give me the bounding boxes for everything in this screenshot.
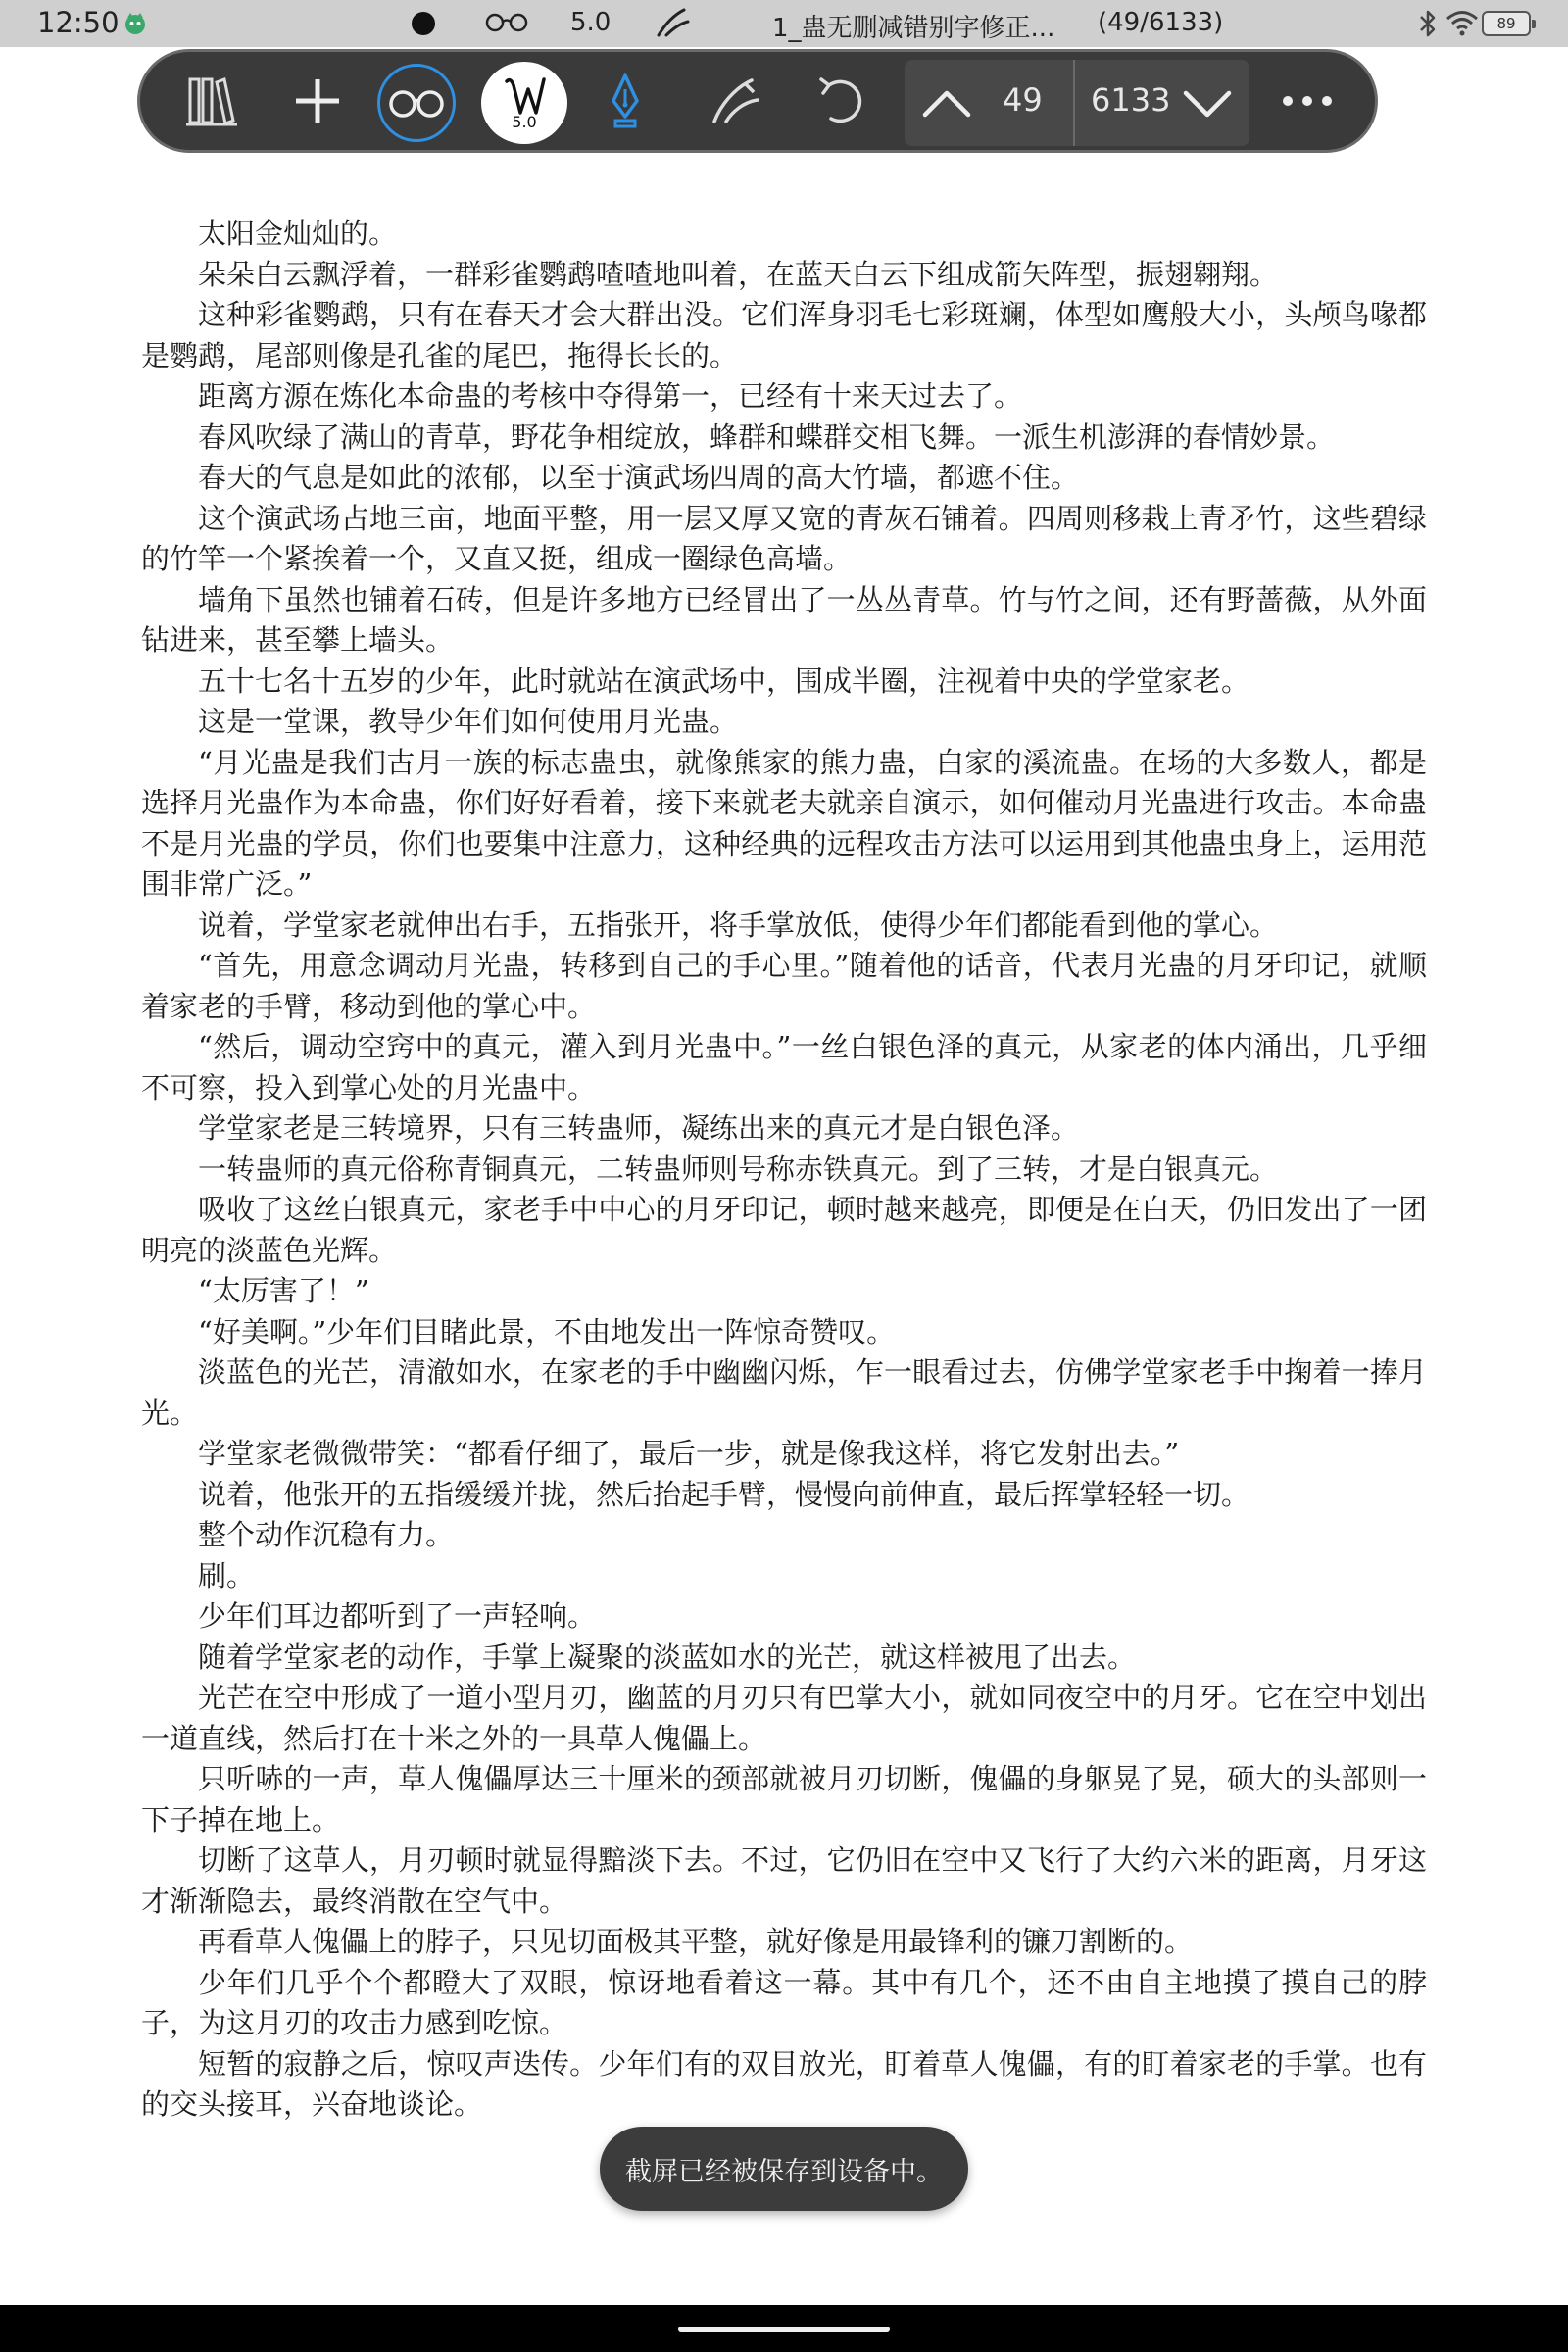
status-bar: [0, 0, 1568, 47]
paragraph: 少年们几乎个个都瞪大了双眼，惊讶地看着这一幕。其中有几个，还不由自主地摸了摸自己的脖子，为这月刃的攻击力感到吃惊。: [141, 1965, 1427, 2039]
pen-scribble-icon: [655, 6, 692, 41]
fountain-pen-icon: [604, 72, 647, 130]
status-time: 12:50: [37, 6, 120, 39]
screenshot-saved-toast: 截屏已经被保存到设备中。: [600, 2127, 968, 2211]
paragraph: 吸收了这丝白银真元，家老手中中心的月牙印记，顿时越来越亮，即便是在白天，仍旧发出了一团明亮的淡蓝色光辉。: [141, 1193, 1427, 1267]
paragraph: 短暂的寂静之后，惊叹声迭传。少年们有的双目放光，盯着草人傀儡，有的盯着家老的手掌。也有的交头接耳，兴奋地谈论。: [141, 2046, 1427, 2121]
paragraph: 这是一堂课，教导少年们如何使用月光蛊。: [198, 705, 739, 738]
paragraph: “好美啊。”少年们目睹此景，不由地发出一阵惊奇赞叹。: [198, 1314, 896, 1348]
paragraph: 整个动作沉稳有力。: [198, 1518, 455, 1551]
current-page-number[interactable]: 49: [1003, 81, 1043, 119]
paragraph: 一转蛊师的真元俗称青铜真元，二转蛊师则号称赤铁真元。到了三转，才是白银真元。: [198, 1152, 1279, 1186]
home-gesture-handle[interactable]: [678, 2327, 890, 2332]
navigation-bar: [0, 2305, 1568, 2352]
paragraph: 朵朵白云飘浮着，一群彩雀鹦鹉喳喳地叫着，在蓝天白云下组成箭矢阵型，振翅翱翔。: [198, 257, 1279, 291]
library-button[interactable]: [168, 52, 256, 150]
notification-app-icon: [122, 10, 149, 37]
line-spacing-value: 5.0: [570, 8, 612, 37]
paragraph: 随着学堂家老的动作，手掌上凝聚的淡蓝如水的光芒，就这样被甩了出去。: [198, 1640, 1137, 1674]
paragraph: 说着，学堂家老就伸出右手，五指张开，将手掌放低，使得少年们都能看到他的掌心。: [198, 907, 1279, 942]
font-weight-value: 5.0: [512, 113, 537, 131]
page-navigator: [905, 60, 1250, 146]
add-button[interactable]: [273, 52, 362, 150]
paragraph: 学堂家老是三转境界，只有三转蛊师，凝练出来的真元才是白银色泽。: [198, 1111, 1080, 1145]
glasses-icon: [484, 10, 529, 35]
reading-mode-button[interactable]: [377, 64, 456, 142]
paragraph: “首先，用意念调动月光蛊，转移到自己的手心里。”随着他的话音，代表月光蛊的月牙印记，就顺着家老的手臂，移动到他的掌心中。: [141, 949, 1427, 1023]
font-w-icon: [481, 62, 567, 144]
book-text[interactable]: [141, 214, 1427, 2126]
paragraph: 说着，他张开的五指缓缓并拢，然后抬起手臂，慢慢向前伸直，最后挥掌轻轻一切。: [198, 1477, 1250, 1511]
chevron-up-icon: [919, 83, 974, 122]
paragraph: 只听哧的一声，草人傀儡厚达三十厘米的颈部就被月刃切断，傀儡的身躯晃了晃，硕大的头部则一下子掉在地上。: [141, 1762, 1427, 1837]
page-divider: [1073, 60, 1075, 146]
total-pages-number: 6133: [1091, 81, 1171, 119]
paragraph: 春天的气息是如此的浓郁，以至于演武场四周的高大竹墙，都遮不住。: [198, 461, 1080, 494]
paragraph: 距离方源在炼化本命蛊的考核中夺得第一，已经有十来天过去了。: [198, 379, 1023, 413]
previous-page-button[interactable]: [914, 54, 979, 152]
paragraph: 学堂家老微微带笑：“都看仔细了，最后一步，就是像我这样，将它发射出去。”: [198, 1437, 1180, 1470]
more-options-button[interactable]: [1263, 52, 1351, 150]
paragraph: 再看草人傀儡上的脖子，只见切面极其平整，就好像是用最锋利的镰刀割断的。: [198, 1925, 1194, 1958]
record-dot-icon: [412, 12, 435, 35]
paragraph: “太厉害了！”: [198, 1274, 369, 1307]
undo-button[interactable]: [797, 52, 885, 150]
scribble-button[interactable]: [691, 52, 779, 150]
glasses-icon: [380, 67, 453, 139]
paragraph: 墙角下虽然也铺着石砖，但是许多地方已经冒出了一丛丛青草。竹与竹之间，还有野蔷薇，从外面钻进来，甚至攀上墙头。: [141, 582, 1427, 657]
bluetooth-icon: [1417, 8, 1439, 39]
paragraph: 这种彩雀鹦鹉，只有在春天才会大群出没。它们浑身羽毛七彩斑斓，体型如鹰般大小，头颅鸟喙都是鹦鹉，尾部则像是孔雀的尾巴，拖得长长的。: [141, 298, 1427, 372]
pen-tool-button[interactable]: [581, 52, 669, 150]
document-title: 1_蛊无删减错别字修正...: [772, 14, 1055, 43]
font-weight-button[interactable]: [481, 62, 567, 144]
battery-icon: 89: [1482, 11, 1531, 36]
paragraph: 春风吹绿了满山的青草，野花争相绽放，蜂群和蝶群交相飞舞。一派生机澎湃的春情妙景。: [198, 419, 1336, 454]
paragraph: 五十七名十五岁的少年，此时就站在演武场中，围成半圈，注视着中央的学堂家老。: [198, 663, 1250, 698]
paragraph: “然后，调动空窍中的真元，灌入到月光蛊中。”一丝白银色泽的真元，从家老的体内涌出，几乎细不可察，投入到掌心处的月光蛊中。: [141, 1030, 1427, 1104]
reader-toolbar: [137, 49, 1378, 153]
undo-icon: [815, 74, 866, 128]
paragraph: 切断了这草人，月刃顿时就显得黯淡下去。不过，它仍旧在空中又飞行了大约六米的距离，月牙这才渐渐隐去，最终消散在空气中。: [141, 1843, 1427, 1918]
plus-icon: [292, 75, 343, 126]
more-dots-icon: [1280, 93, 1335, 109]
page-indicator: (49/6133): [1098, 8, 1224, 37]
scribble-pen-icon: [707, 73, 763, 129]
next-page-button[interactable]: [1175, 54, 1240, 152]
paragraph: 刷。: [198, 1558, 256, 1592]
wifi-icon: [1445, 8, 1480, 37]
paragraph: 这个演武场占地三亩，地面平整，用一层又厚又宽的青灰石铺着。四周则移栽上青矛竹，这些碧绿的竹竿一个紧挨着一个，又直又挺，组成一圈绿色高墙。: [141, 501, 1427, 575]
paragraph: 淡蓝色的光芒，清澈如水，在家老的手中幽幽闪烁，乍一眼看过去，仿佛学堂家老手中掬着一捧月光。: [141, 1355, 1427, 1430]
paragraph: 少年们耳边都听到了一声轻响。: [198, 1599, 597, 1633]
paragraph: “月光蛊是我们古月一族的标志蛊虫，就像熊家的熊力蛊，白家的溪流蛊。在场的大多数人，都是选择月光蛊作为本命蛊，你们好好看着，接下来就老夫就亲自演示，如何催动月光蛊进行攻击。本命蛊不是月光蛊的学员，你们也要集中注意力，这种经典的远程攻击方法可以运用到其他蛊虫身上，运用范围非常广泛。”: [141, 745, 1427, 901]
chevron-down-icon: [1180, 83, 1235, 122]
bookshelf-icon: [184, 74, 239, 128]
paragraph: 光芒在空中形成了一道小型月刃，幽蓝的月刃只有巴掌大小，就如同夜空中的月牙。它在空中划出一道直线，然后打在十米之外的一具草人傀儡上。: [141, 1681, 1427, 1755]
paragraph: 太阳金灿灿的。: [198, 217, 398, 250]
